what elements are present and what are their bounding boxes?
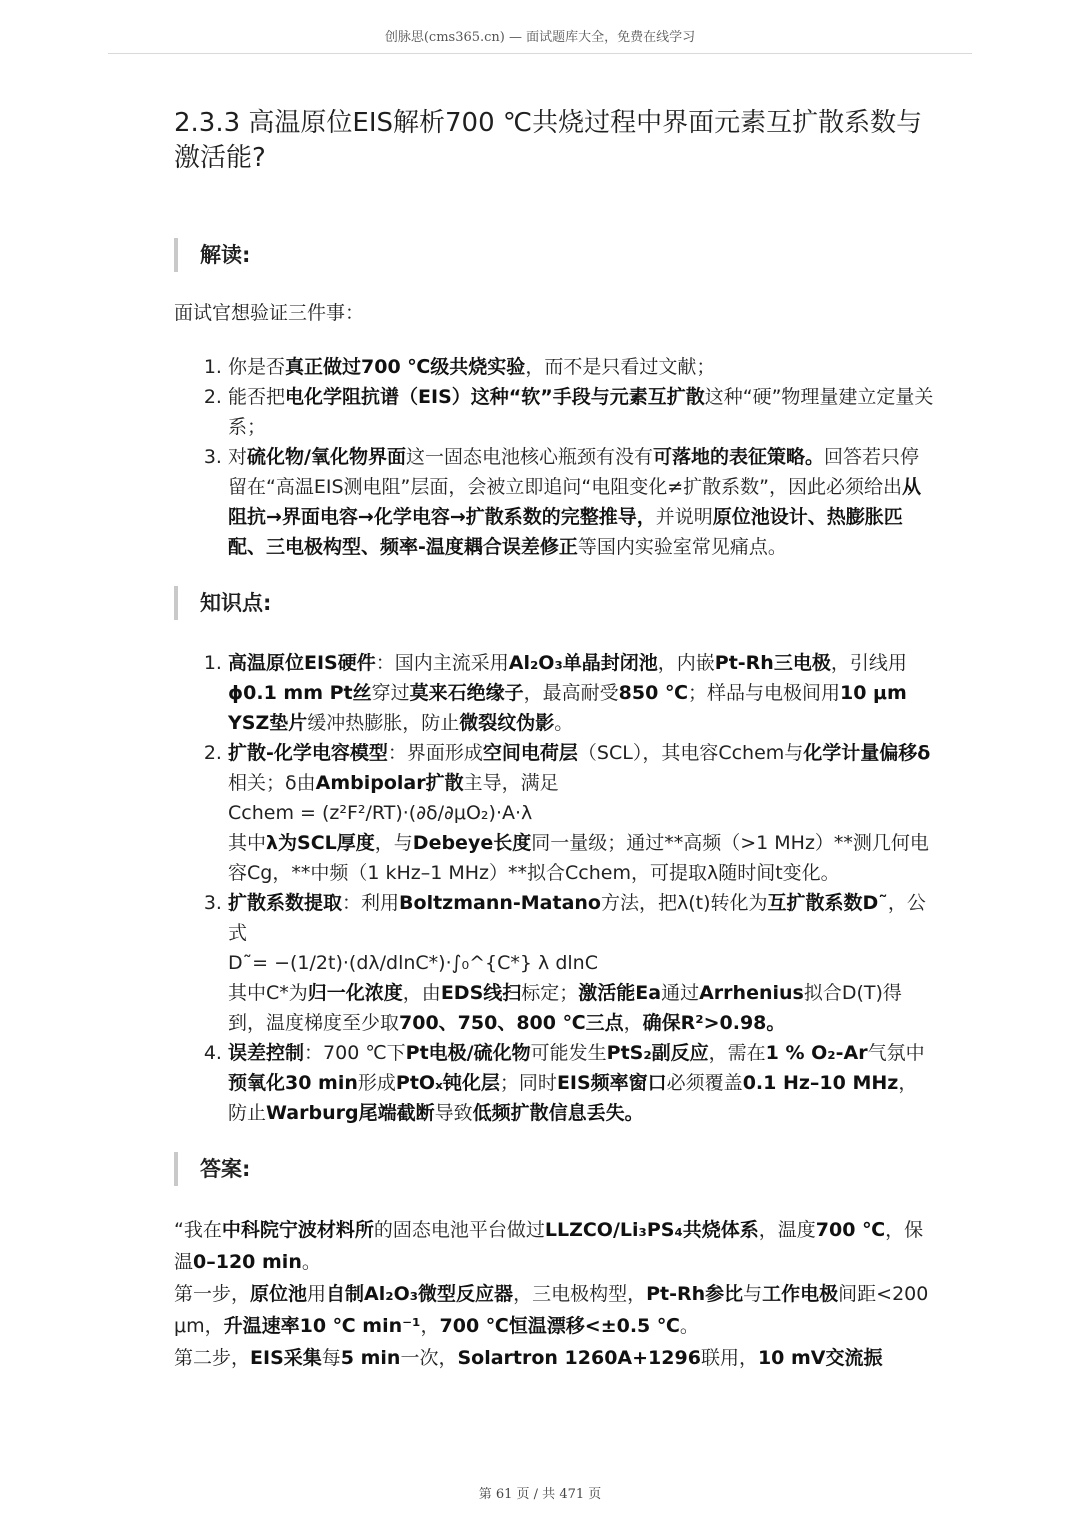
list-item: 1. 你是否真正做过700 ℃级共烧实验，而不是只看过文献； <box>228 352 934 382</box>
page-header: 创脉思(cms365.cn) — 面试题库大全，免费在线学习 <box>384 30 696 45</box>
list-item: 3. 对硫化物/氧化物界面这一固态电池核心瓶颈有没有可落地的表征策略。回答若只停留在“高温EIS测电阻”层面，会被立即追问“电阻变化≠扩散系数”，因此必须给出从阻抗→界面电容→化学电容→扩散系数的完整推导，并说明原位池设计、热膨胀匹配、三电极构型、频率-温度耦合误差修正等国内实验室常见痛点。 <box>228 442 934 562</box>
document-content <box>174 106 934 1374</box>
answer-body <box>174 1214 934 1374</box>
list-item: 4. 误差控制：700 ℃下Pt电极/硫化物可能发生PtS₂副反应，需在1 % O₂-Ar气氛中预氧化30 min形成PtOₓ钝化层；同时EIS频率窗口必须覆盖0.1 Hz–10 MHz，防止Warburg尾端截断导致低频扩散信息丢失。 <box>228 1038 934 1128</box>
interpret-intro: 面试官想验证三件事： <box>174 302 365 324</box>
interpret-list <box>174 352 934 562</box>
page-number: 第 61 页 / 共 471 页 <box>478 1487 602 1502</box>
list-item: 2. 扩散-化学电容模型：界面形成空间电荷层（SCL），其电容Cchem与化学计量偏移δ相关；δ由Ambipolar扩散主导，满足 Cchem = (z²F²/RT)·(∂δ/∂μO₂)·A·λ 其中λ为SCL厚度，与Debeye长度同一量级；通过**高频（>1 MHz）**测几何电容Cg，**中频（1 kHz–1 MHz）**拟合Cchem，可提取λ随时间t变化。 <box>228 738 934 888</box>
header-divider <box>108 53 972 54</box>
question-title: 2.3.3 高温原位EIS解析700 ℃共烧过程中界面元素互扩散系数与激活能? <box>174 108 923 173</box>
answer-paragraph: 第一步，原位池用自制Al₂O₃微型反应器，三电极构型，Pt-Rh参比与工作电极间距<200 μm，升温速率10 ℃ min⁻¹，700 ℃恒温漂移<±0.5 ℃。 <box>174 1283 929 1337</box>
list-item: 3. 扩散系数提取：利用Boltzmann-Matano方法，把λ(t)转化为互扩散系数D˜，公式 D˜= −(1/2t)·(dλ/dlnC*)·∫₀^{C*} λ dlnC 其中C*为归一化浓度，由EDS线扫标定；激活能Ea通过Arrhenius拟合D(T)得到，温度梯度至少取700、750、800 ℃三点，确保R²>0.98。 <box>228 888 934 1038</box>
section-heading-interpret: 解读: <box>174 238 934 272</box>
answer-paragraph: “我在中科院宁波材料所的固态电池平台做过LLZCO/Li₃PS₄共烧体系，温度700 ℃，保温0–120 min。 <box>174 1219 924 1273</box>
answer-paragraph: 第二步，EIS采集每5 min一次，Solartron 1260A+1296联用，10 mV交流振 <box>174 1347 883 1369</box>
list-item: 2. 能否把电化学阻抗谱（EIS）这种“软”手段与元素互扩散这种“硬”物理量建立定量关系； <box>228 382 934 442</box>
section-heading-knowledge: 知识点: <box>174 586 934 620</box>
list-item: 1. 高温原位EIS硬件：国内主流采用Al₂O₃单晶封闭池，内嵌Pt-Rh三电极，引线用ϕ0.1 mm Pt丝穿过莫来石绝缘子，最高耐受850 ℃；样品与电极间用10 μm YSZ垫片缓冲热膨胀，防止微裂纹伪影。 <box>228 648 934 738</box>
knowledge-list <box>174 648 934 1128</box>
section-heading-answer: 答案: <box>174 1152 934 1186</box>
